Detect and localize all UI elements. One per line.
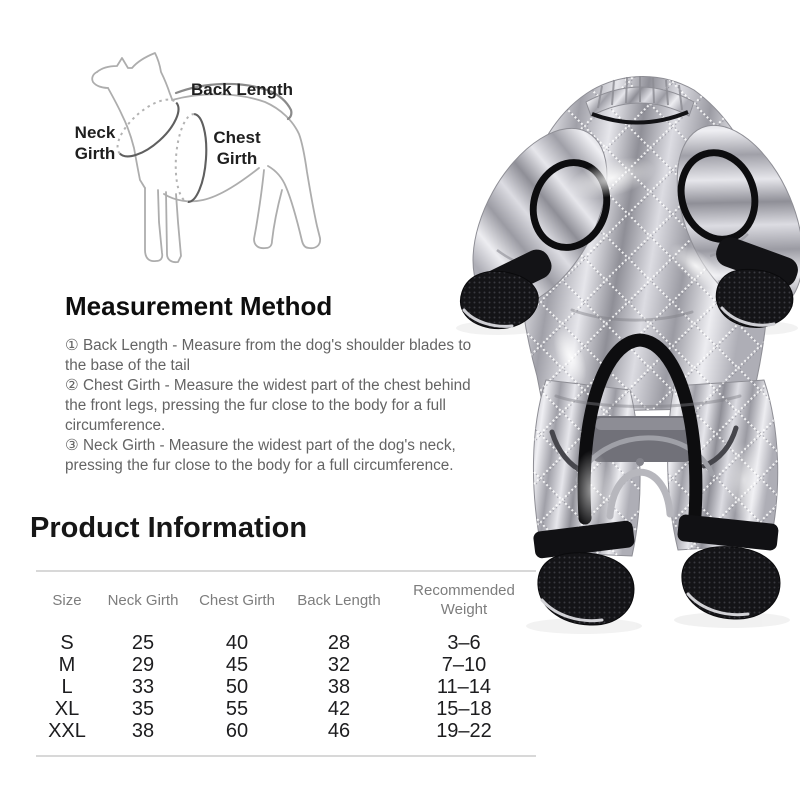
left-rear-boot (538, 553, 634, 625)
cell-weight: 3–6 (447, 632, 481, 654)
cell-weight: 19–22 (436, 720, 492, 742)
table-row-size-s (36, 632, 536, 654)
neck-girth-label: Neck Girth (74, 123, 116, 163)
cell-chest: 55 (225, 698, 249, 720)
cell-neck: 38 (131, 720, 155, 742)
col-header-size: Size (52, 591, 82, 609)
col-header-back-length: Back Length (297, 591, 381, 609)
measurement-diagram (45, 22, 395, 272)
cell-back: 46 (327, 720, 351, 742)
cell-neck: 33 (131, 676, 155, 698)
cell-size: XL (54, 698, 80, 720)
chest-girth-ellipse (173, 113, 209, 203)
product-information-section (30, 512, 550, 742)
back-length-label: Back Length (191, 80, 294, 99)
cell-back: 32 (327, 654, 351, 676)
chest-girth-label: Chest Girth (213, 128, 261, 168)
table-row-size-xxl (36, 720, 536, 756)
table-row-size-l (36, 676, 536, 698)
cell-weight: 7–10 (441, 654, 487, 676)
chest-girth-hidden-arc (173, 113, 194, 202)
cell-back: 42 (327, 698, 351, 720)
cell-size: L (61, 676, 73, 698)
cell-neck: 25 (131, 632, 155, 654)
cell-size: S (60, 632, 74, 654)
table-row-size-xl (36, 698, 536, 720)
cell-chest: 45 (225, 654, 249, 676)
cell-size: M (58, 654, 76, 676)
cell-neck: 29 (131, 654, 155, 676)
cell-weight: 11–14 (436, 676, 492, 698)
col-header-recommended-weight: Recommended Weight (413, 582, 515, 618)
measurement-step-chest-girth: ② Chest Girth - Measure the widest part of the chest behind the front legs, pressing the fur close to the body for a full circumference. (65, 377, 471, 434)
measurement-method-section (65, 291, 489, 476)
cell-neck: 35 (131, 698, 155, 720)
table-row-size-m (36, 654, 536, 676)
size-table-header-row (36, 571, 536, 632)
product-photo (452, 60, 800, 635)
cell-chest: 60 (225, 720, 249, 742)
cell-weight: 15–18 (436, 698, 492, 720)
measurement-step-neck-girth: ③ Neck Girth - Measure the widest part of the dog's neck, pressing the fur close to the body for a full circumference. (65, 437, 456, 474)
col-header-chest-girth: Chest Girth (199, 591, 275, 609)
measurement-step-back-length: ① Back Length - Measure from the dog's shoulder blades to the base of the tail (65, 337, 472, 374)
cell-size: XXL (48, 720, 86, 742)
product-information-title: Product Information (30, 512, 308, 544)
size-table (36, 570, 536, 757)
right-front-boot (716, 269, 793, 327)
cell-back: 38 (327, 676, 351, 698)
cell-chest: 40 (225, 632, 249, 654)
cell-back: 28 (327, 632, 351, 654)
measurement-method-title: Measurement Method (65, 291, 333, 321)
cell-chest: 50 (225, 676, 249, 698)
right-rear-boot (682, 547, 780, 619)
col-header-neck-girth: Neck Girth (107, 591, 179, 609)
